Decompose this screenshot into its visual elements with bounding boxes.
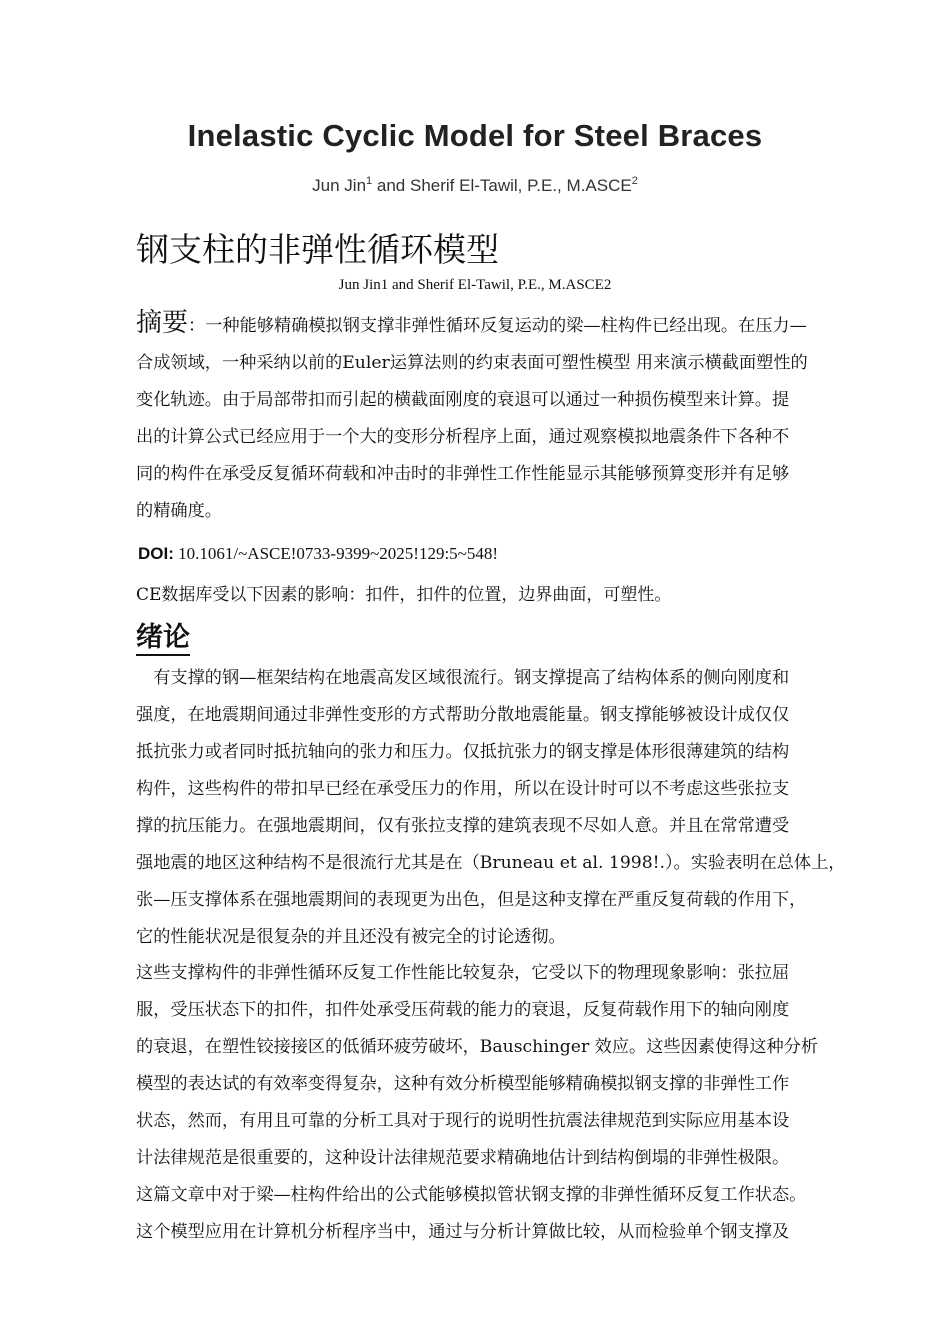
introduction-paragraph-1 bbox=[136, 660, 884, 956]
abstract-paragraph bbox=[136, 305, 884, 530]
author-2-affiliation-mark: 2 bbox=[631, 175, 638, 187]
body-line: 有支撑的钢—框架结构在地震高发区域很流行。钢支撑提高了结构体系的侧向刚度和 bbox=[136, 668, 790, 688]
body-line: 计法律规范是很重要的，这种设计法律规范要求精确地估计到结构倒塌的非弹性极限。 bbox=[136, 1148, 790, 1168]
body-line: 模型的表达试的有效率变得复杂，这种有效分析模型能够精确模拟钢支撑的非弹性工作 bbox=[136, 1074, 790, 1094]
abstract-line-text: ：一种能够精确模拟钢支撑非弹性循环反复运动的梁—柱构件已经出现。在压力— bbox=[188, 316, 807, 336]
body-line: 张—压支撑体系在强地震期间的表现更为出色，但是这种支撑在严重反复荷载的作用下， bbox=[136, 890, 807, 910]
chinese-title: 钢支柱的非弹性循环模型 bbox=[136, 230, 499, 269]
abstract-line: 变化轨迹。由于局部带扣而引起的横截面刚度的衰退可以通过一种损伤模型来计算。提 bbox=[136, 390, 790, 410]
english-title: Inelastic Cyclic Model for Steel Braces bbox=[187, 118, 763, 153]
body-line: 撑的抗压能力。在强地震期间，仅有张拉支撑的建筑表现不尽如人意。并且在常常遭受 bbox=[136, 816, 790, 836]
author-1-name: Jun Jin bbox=[312, 176, 367, 195]
body-line: 服，受压状态下的扣件，扣件处承受压荷载的能力的衰退，反复荷载作用下的轴向刚度 bbox=[136, 1000, 790, 1020]
body-line: 强地震的地区这种结构不是很流行尤其是在（Bruneau et al. 1998!.）。实验表明在总体上， bbox=[136, 853, 846, 873]
body-line: 它的性能状况是很复杂的并且还没有被完全的讨论透彻。 bbox=[136, 927, 566, 947]
ce-database-keywords: CE数据库受以下因素的影响：扣件，扣件的位置，边界曲面，可塑性。 bbox=[136, 585, 672, 605]
abstract-heading: 摘要 bbox=[136, 308, 189, 338]
doi-value: 10.1061/~ASCE!0733-9399~2025!129:5~548! bbox=[173, 544, 499, 563]
body-line: 强度，在地震期间通过非弹性变形的方式帮助分散地震能量。钢支撑能够被设计成仅仅 bbox=[136, 705, 790, 725]
body-line: 这篇文章中对于梁—柱构件给出的公式能够模拟管状钢支撑的非弹性循环反复工作状态。 bbox=[136, 1185, 807, 1205]
body-line: 的衰退，在塑性铰接接区的低循环疲劳破坏，Bauschinger 效应。这些因素使得这种分析 bbox=[136, 1037, 819, 1057]
body-line: 状态，然而，有用且可靠的分析工具对于现行的说明性抗震法律规范到实际应用基本设 bbox=[136, 1111, 790, 1131]
abstract-line: 合成领域，一种采纳以前的Euler运算法则的约束表面可塑性模型 用来演示横截面塑性的 bbox=[136, 353, 808, 373]
doi-label: DOI: bbox=[138, 544, 174, 563]
abstract-line: 出的计算公式已经应用于一个大的变形分析程序上面，通过观察模拟地震条件下各种不 bbox=[136, 427, 790, 447]
abstract-line: 的精确度。 bbox=[136, 501, 222, 521]
english-authors bbox=[0, 176, 950, 196]
body-line: 这些支撑构件的非弹性循环反复工作性能比较复杂，它受以下的物理现象影响：张拉屈 bbox=[136, 963, 790, 983]
introduction-paragraph-2 bbox=[136, 955, 884, 1251]
author-2-name: and Sherif El-Tawil, P.E., M.ASCE bbox=[372, 176, 632, 195]
body-line: 这个模型应用在计算机分析程序当中，通过与分析计算做比较，从而检验单个钢支撑及 bbox=[136, 1222, 790, 1242]
abstract-line: 同的构件在承受反复循环荷载和冲击时的非弹性工作性能显示其能够预算变形并有足够 bbox=[136, 464, 790, 484]
author-1-affiliation-mark: 1 bbox=[366, 175, 373, 187]
section-heading-introduction: 绪论 bbox=[136, 622, 190, 656]
body-line: 抵抗张力或者同时抵抗轴向的张力和压力。仅抵抗张力的钢支撑是体形很薄建筑的结构 bbox=[136, 742, 790, 762]
chinese-authors-line: Jun Jin1 and Sherif El-Tawil, P.E., M.ASCE2 bbox=[338, 277, 612, 293]
doi-line bbox=[138, 544, 498, 564]
body-line: 构件，这些构件的带扣早已经在承受压力的作用，所以在设计时可以不考虑这些张拉支 bbox=[136, 779, 790, 799]
abstract-line bbox=[136, 305, 884, 345]
